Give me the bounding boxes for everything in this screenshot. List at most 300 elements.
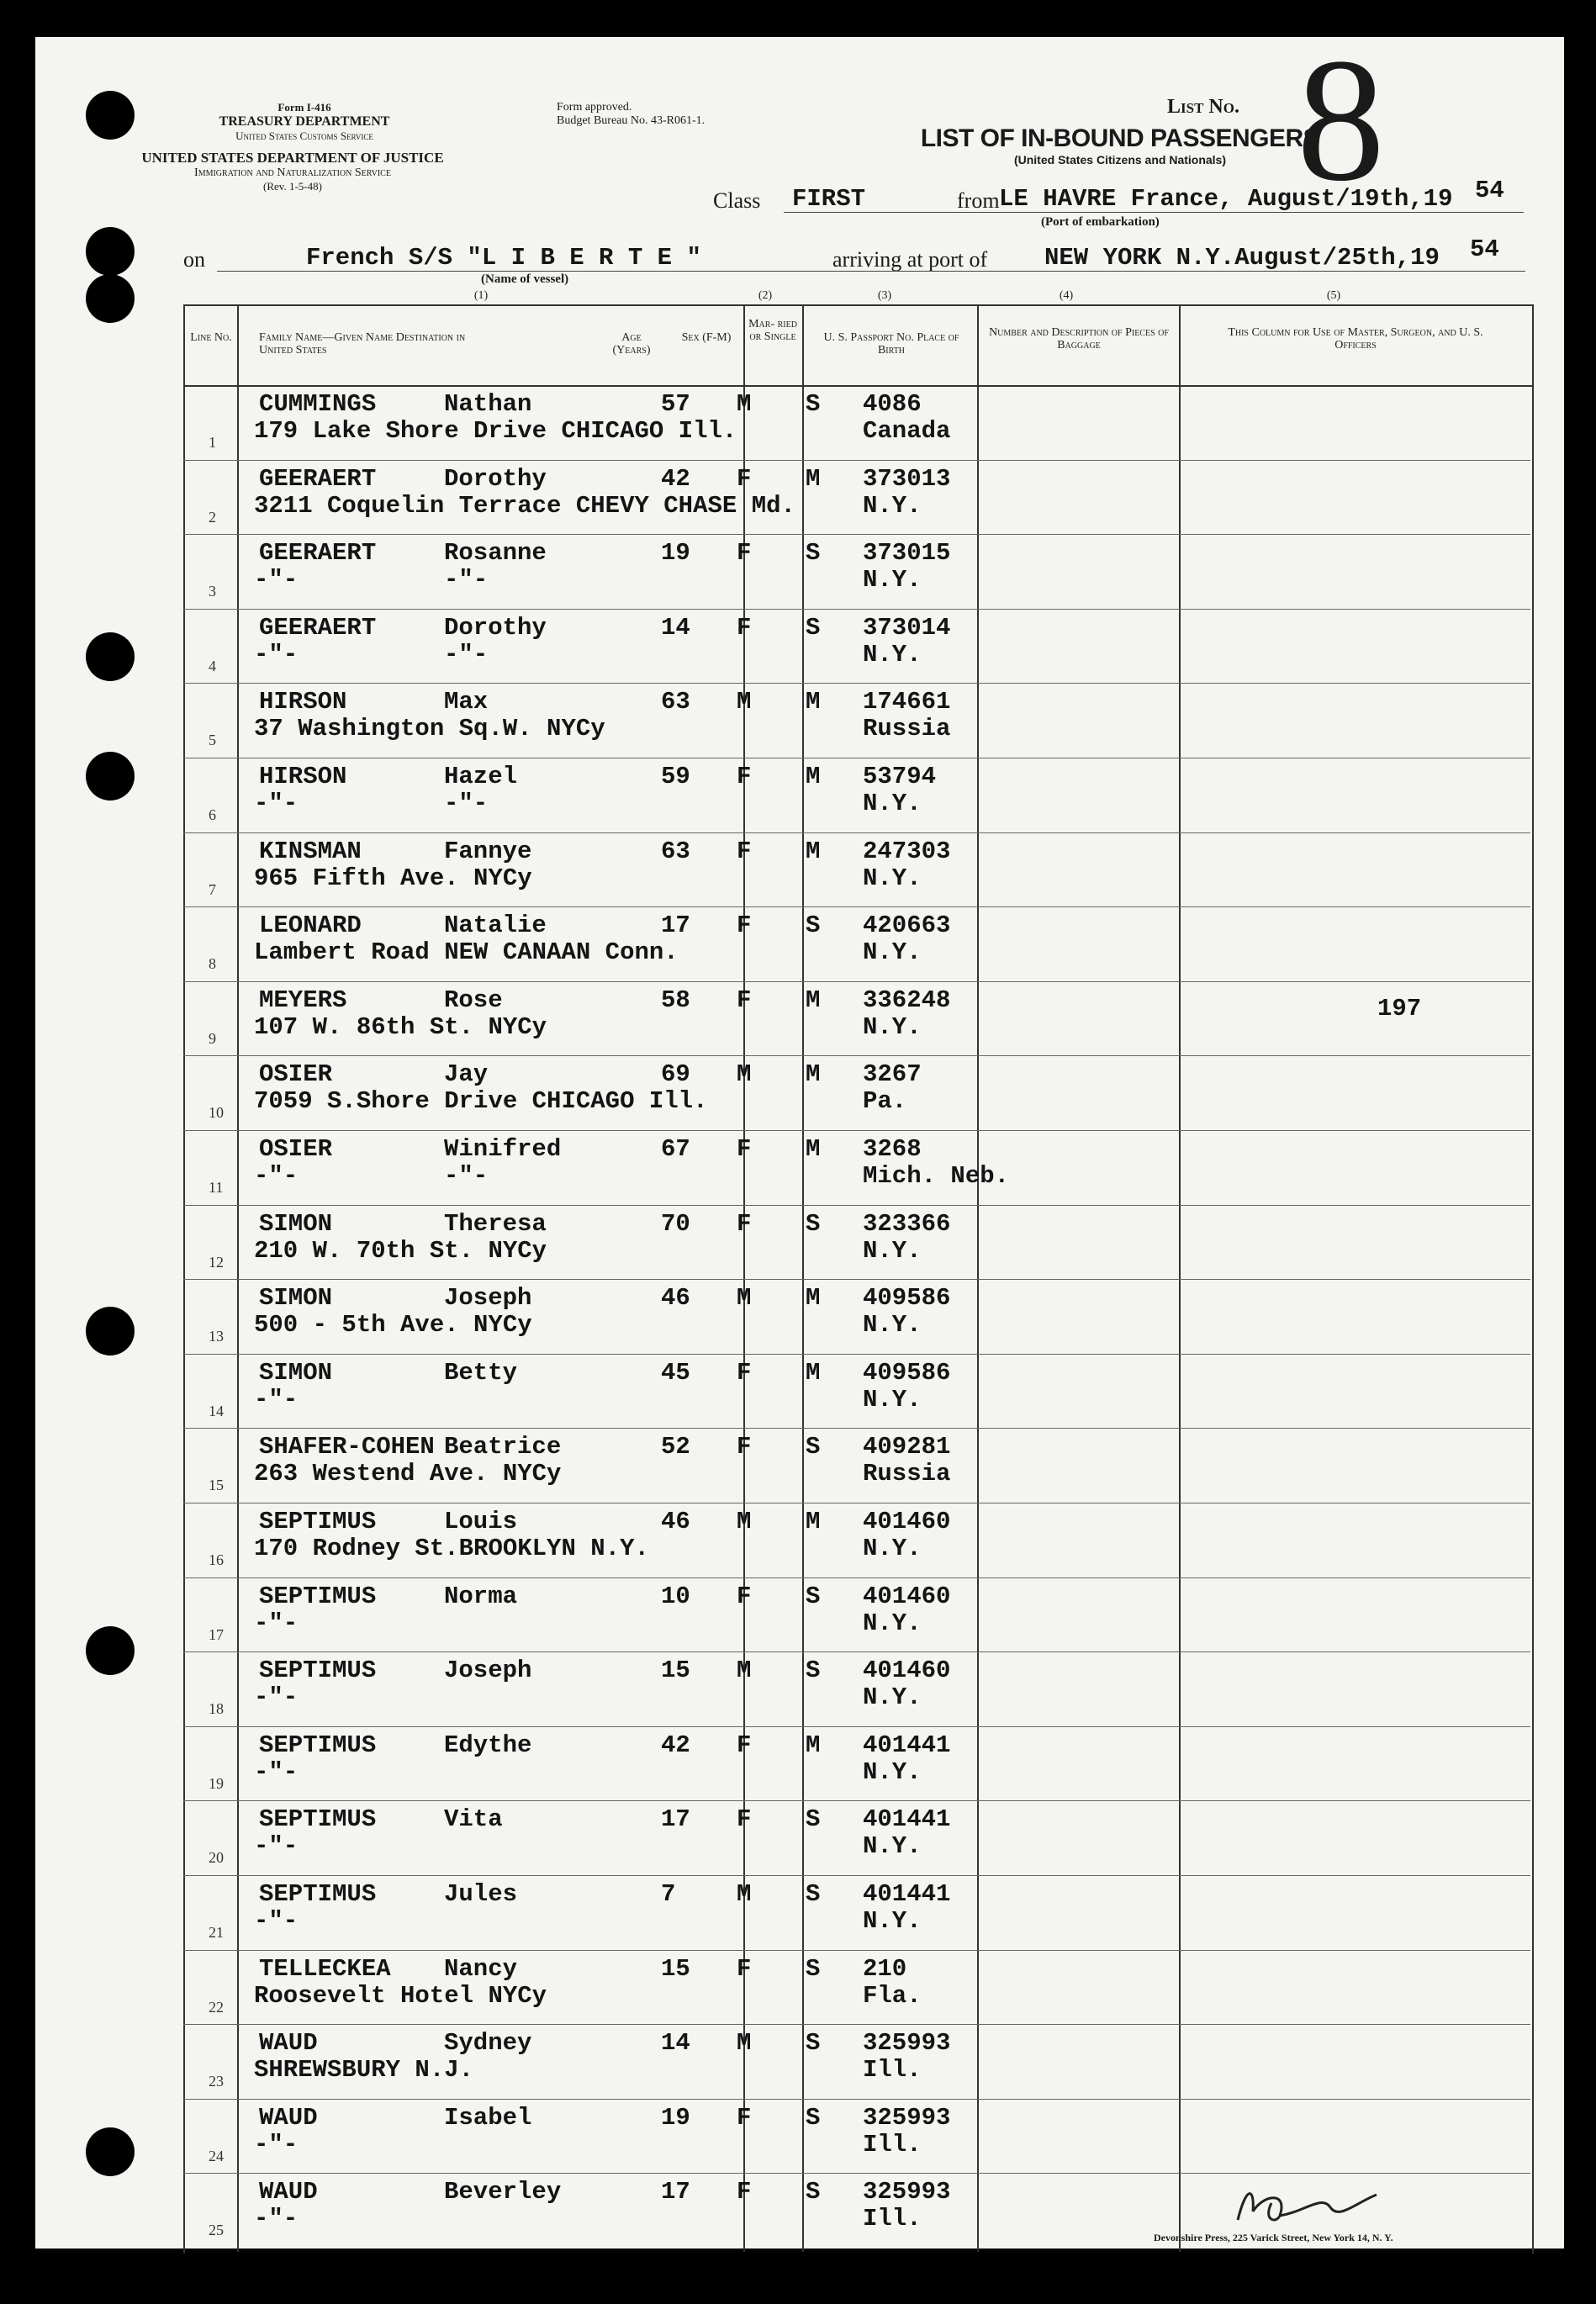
destination: -"- [254,2130,299,2159]
table-row [183,981,1530,1056]
marital-status: M [806,1358,821,1387]
marital-status: M [806,1060,821,1089]
from-label: from [957,188,1000,213]
table-row [183,1279,1530,1354]
family-name: OSIER [259,1060,333,1089]
age: 70 [661,1209,690,1238]
marital-status: M [806,464,821,493]
row-divider [183,1130,1530,1131]
family-name: WAUD [259,2178,318,2206]
line-number: 12 [209,1253,224,1271]
line-number: 14 [209,1402,224,1419]
passport-number: 210 [863,1954,907,1983]
row-divider [183,683,1530,684]
destination: -"- [254,1609,299,1637]
col-passport: U. S. Passport No. Place of Birth [823,331,959,357]
table-row [183,1354,1530,1429]
age: 52 [661,1433,690,1461]
sex: M [737,1657,752,1685]
officer-note: 197 [1377,994,1422,1023]
destination: -"- [254,1385,299,1414]
family-name: SEPTIMUS [259,1805,377,1834]
destination-ditto: -"- [444,566,489,594]
col-name: Family Name—Given Name Destination in United States [259,331,466,357]
destination: 7059 S.Shore Drive CHICAGO Ill. [254,1087,708,1116]
arrival-port: NEW YORK N.Y.August/25th,19 [1044,244,1440,272]
destination-ditto: -"- [444,1162,489,1190]
row-divider [183,1651,1530,1652]
given-name: Jules [444,1880,518,1908]
marital-status: S [806,2103,821,2132]
passport-number: 373015 [863,539,951,568]
given-name: Joseph [444,1657,532,1685]
table-row [183,1428,1530,1503]
line-number: 18 [209,1700,224,1718]
age: 14 [661,2029,690,2058]
line-number: 25 [209,2222,224,2239]
age: 7 [661,1880,676,1908]
birth-place: N.Y. [863,1757,922,1786]
age: 14 [661,613,690,642]
sex: F [737,837,752,865]
marital-status: S [806,390,821,418]
table-row [183,1726,1530,1801]
destination-ditto: -"- [444,640,489,668]
page-title: LIST OF IN-BOUND PASSENGERS [920,124,1320,152]
given-name: Betty [444,1358,518,1387]
birth-place: N.Y. [863,1609,922,1637]
line-number: 2 [209,508,216,526]
sex: M [737,390,752,418]
passport-number: 420663 [863,912,951,940]
col-baggage: Number and Description of Pieces of Baggage [989,326,1169,351]
marital-status: M [806,1508,821,1535]
passport-number: 174661 [863,688,951,716]
destination: -"- [254,790,299,817]
destination: 263 Westend Ave. NYCy [254,1460,562,1488]
destination: -"- [254,2205,299,2233]
table-row [183,832,1530,907]
marital-status: S [806,912,821,940]
list-number-label: List No. [1167,96,1239,118]
passport-number: 401460 [863,1657,951,1685]
birth-place: Mich. Neb. [863,1162,1010,1190]
table-row [183,1950,1530,2025]
customs-service: United States Customs Service [235,129,373,142]
passport-number: 325993 [863,2178,951,2206]
sex: F [737,2178,752,2206]
marital-status: M [806,1731,821,1759]
sex: F [737,1805,752,1834]
sex: F [737,1209,752,1238]
birth-place: N.Y. [863,1012,922,1041]
col-age: Age (Years) [612,331,651,357]
class-label: Class [713,188,761,213]
given-name: Nancy [444,1954,518,1983]
table-row [183,1205,1530,1280]
birth-place: Ill. [863,2130,922,2159]
family-name: CUMMINGS [259,390,377,418]
row-divider [183,832,1530,833]
col-officers: This Column for Use of Master, Surgeon, and U. S. Officers [1228,326,1483,351]
sex: F [737,464,752,493]
line-number: 4 [209,657,216,674]
passport-number: 401460 [863,1508,951,1535]
given-name: Beatrice [444,1433,562,1461]
marital-status: M [806,688,821,716]
row-divider [183,1428,1530,1429]
marital-status: S [806,1954,821,1983]
destination: 965 Fifth Ave. NYCy [254,864,532,892]
sex: F [737,986,752,1014]
sex: M [737,2029,752,2058]
sex: F [737,1433,752,1461]
age: 59 [661,763,690,790]
age: 42 [661,1731,690,1759]
birth-place: Fla. [863,1981,922,2010]
passport-number: 373014 [863,613,951,642]
table-row [183,1055,1530,1130]
family-name: SIMON [259,1358,333,1387]
sex: M [737,1284,752,1313]
birth-place: Canada [863,417,951,445]
line-number: 8 [209,955,216,973]
family-name: SEPTIMUS [259,1657,377,1685]
age: 17 [661,2178,690,2206]
passport-number: 4086 [863,390,922,418]
col-num-4: (4) [1059,289,1074,302]
line-number: 13 [209,1328,224,1345]
given-name: Dorothy [444,613,547,642]
table-row [183,1577,1530,1652]
birth-place: Russia [863,715,951,743]
embarkation-year: 54 [1475,177,1504,204]
row-divider [183,1055,1530,1056]
row-divider [183,1950,1530,1951]
form-header-left [153,101,456,143]
family-name: SIMON [259,1284,333,1313]
birth-place: N.Y. [863,790,922,817]
marital-status: S [806,539,821,568]
given-name: Rose [444,986,503,1014]
given-name: Winifred [444,1135,562,1163]
passport-number: 325993 [863,2029,951,2058]
line-number: 3 [209,583,216,600]
given-name: Nathan [444,390,532,418]
row-divider [183,1800,1530,1801]
destination-ditto: -"- [444,790,489,817]
family-name: SEPTIMUS [259,1880,377,1908]
marital-status: M [806,986,821,1014]
table-row [183,1130,1530,1205]
birth-place: Ill. [863,2205,922,2233]
passport-number: 323366 [863,1209,951,1238]
sex: M [737,1508,752,1535]
sex: F [737,1731,752,1759]
destination: -"- [254,1832,299,1861]
line-number: 7 [209,880,216,898]
marital-status: S [806,1209,821,1238]
line-number: 23 [209,2073,224,2090]
line-number: 6 [209,806,216,823]
family-name: SHAFER-COHEN [259,1433,435,1461]
row-divider [183,1205,1530,1206]
age: 63 [661,837,690,865]
family-name: HIRSON [259,763,347,790]
vessel-underline [217,271,1525,272]
age: 15 [661,1657,690,1685]
embarkation-value: LE HAVRE France, August/19th,19 [999,185,1453,213]
given-name: Beverley [444,2178,562,2206]
given-name: Vita [444,1805,503,1834]
family-name: OSIER [259,1135,333,1163]
age: 69 [661,1060,690,1089]
table-row [183,1875,1530,1950]
age: 46 [661,1508,690,1535]
budget-bureau-text: Budget Bureau No. 43-R061-1. [557,114,706,127]
col-sex: Sex (F-M) [681,331,732,344]
destination: -"- [254,1683,299,1712]
row-divider [183,1354,1530,1355]
family-name: LEONARD [259,912,362,940]
family-name: KINSMAN [259,837,362,865]
sex: F [737,912,752,940]
line-number: 11 [209,1179,224,1196]
table-row [183,2024,1530,2099]
sex: F [737,1954,752,1983]
vessel-caption: (Name of vessel) [481,272,569,286]
punch-hole [86,227,135,276]
family-name: GEERAERT [259,464,377,493]
passport-number: 409586 [863,1284,951,1313]
passport-number: 247303 [863,837,951,865]
marital-status: M [806,1135,821,1163]
line-number: 1 [209,434,216,451]
destination: 500 - 5th Ave. NYCy [254,1311,532,1340]
birth-place: Russia [863,1460,951,1488]
given-name: Fannye [444,837,532,865]
family-name: GEERAERT [259,613,377,642]
passport-number: 401441 [863,1805,951,1834]
birth-place: N.Y. [863,938,922,967]
table-row [183,1651,1530,1726]
age: 63 [661,688,690,716]
treasury-dept: TREASURY DEPARTMENT [219,114,390,129]
form-revision: (Rev. 1-5-48) [263,180,322,193]
given-name: Dorothy [444,464,547,493]
family-name: SEPTIMUS [259,1582,377,1610]
table-row [183,609,1530,684]
passport-number: 409586 [863,1358,951,1387]
passport-number: 325993 [863,2103,951,2132]
sex: F [737,763,752,790]
given-name: Rosanne [444,539,547,568]
vessel-name: French S/S "L I B E R T E " [306,244,701,272]
line-number: 21 [209,1924,224,1941]
form-approved [557,101,705,128]
sex: M [737,1880,752,1908]
destination: 179 Lake Shore Drive CHICAGO Ill. [254,417,737,445]
family-name: HIRSON [259,688,347,716]
family-name: GEERAERT [259,539,377,568]
marital-status: S [806,1880,821,1908]
age: 17 [661,912,690,940]
row-divider [183,906,1530,907]
list-number-value: 8 [1297,23,1385,218]
marital-status: S [806,2178,821,2206]
passport-number: 401441 [863,1731,951,1759]
line-number: 19 [209,1774,224,1792]
line-number: 15 [209,1477,224,1494]
age: 19 [661,2103,690,2132]
form-approved-text: Form approved. [557,101,632,114]
table-row [183,534,1530,609]
line-number: 20 [209,1849,224,1867]
justice-dept: UNITED STATES DEPARTMENT OF JUSTICE [141,150,444,166]
sex: F [737,2103,752,2132]
marital-status: S [806,613,821,642]
sex: F [737,1582,752,1610]
sex: M [737,1060,752,1089]
title-block [893,124,1347,166]
form-number: Form I-416 [277,101,331,114]
table-row [183,1800,1530,1875]
passport-number: 373013 [863,464,951,493]
sex: F [737,1358,752,1387]
age: 42 [661,464,690,493]
birth-place: N.Y. [863,864,922,892]
family-name: WAUD [259,2029,318,2058]
given-name: Norma [444,1582,518,1610]
row-divider [183,609,1530,610]
line-number: 9 [209,1029,216,1047]
given-name: Jay [444,1060,489,1089]
family-name: WAUD [259,2103,318,2132]
arrival-year: 54 [1470,235,1499,263]
marital-status: M [806,837,821,865]
arriving-label: arriving at port of [832,247,988,272]
destination: 3211 Coquelin Terrace CHEVY CHASE Md. [254,491,795,520]
passport-number: 336248 [863,986,951,1014]
destination: -"- [254,1757,299,1786]
destination: -"- [254,640,299,668]
birth-place: N.Y. [863,1832,922,1861]
row-divider [183,1577,1530,1578]
punch-hole [86,1307,135,1355]
row-divider [183,2099,1530,2100]
age: 46 [661,1284,690,1313]
destination: 37 Washington Sq.W. NYCy [254,715,605,743]
destination: 210 W. 70th St. NYCy [254,1236,547,1265]
on-label: on [183,247,205,272]
birth-place: Pa. [863,1087,907,1116]
row-divider [183,1875,1530,1876]
sex: M [737,688,752,716]
table-row [183,906,1530,981]
line-number: 22 [209,1998,224,2016]
col-num-5: (5) [1326,289,1341,302]
row-divider [183,1279,1530,1280]
destination: -"- [254,566,299,594]
col-num-2: (2) [758,289,773,302]
marital-status: M [806,763,821,790]
marital-status: S [806,2029,821,2058]
age: 58 [661,986,690,1014]
sex: F [737,613,752,642]
passport-number: 401441 [863,1880,951,1908]
table-row [183,758,1530,832]
destination: -"- [254,1907,299,1935]
row-divider [183,981,1530,982]
family-name: SIMON [259,1209,333,1238]
family-name: SEPTIMUS [259,1508,377,1535]
row-divider [183,2024,1530,2025]
passport-number: 401460 [863,1582,951,1610]
printer-footer: Devonshire Press, 225 Varick Street, New York 14, N. Y. [1154,2232,1393,2243]
row-divider [183,1726,1530,1727]
given-name: Natalie [444,912,547,940]
marital-status: S [806,1433,821,1461]
passport-number: 3267 [863,1060,922,1089]
age: 19 [661,539,690,568]
age: 15 [661,1954,690,1983]
table-row [183,2099,1530,2174]
port-of-embarkation-caption: (Port of embarkation) [1041,215,1160,229]
given-name: Louis [444,1508,518,1535]
passport-number: 53794 [863,763,937,790]
family-name: SEPTIMUS [259,1731,377,1759]
punch-hole [86,274,135,323]
age: 45 [661,1358,690,1387]
table-row [183,683,1530,758]
destination: Lambert Road NEW CANAAN Conn. [254,938,679,967]
birth-place: N.Y. [863,1385,922,1414]
marital-status: S [806,1582,821,1610]
line-number: 17 [209,1625,224,1643]
line-number: 16 [209,1551,224,1568]
given-name: Isabel [444,2103,532,2132]
destination: 170 Rodney St.BROOKLYN N.Y. [254,1535,649,1562]
passport-number: 3268 [863,1135,922,1163]
given-name: Hazel [444,763,518,790]
row-divider [183,2173,1530,2174]
birth-place: N.Y. [863,566,922,594]
table-row [183,385,1530,460]
destination: Roosevelt Hotel NYCy [254,1981,547,2010]
passenger-list-sheet [35,23,1564,2249]
family-name: TELLECKEA [259,1954,391,1983]
marital-status: S [806,1805,821,1834]
given-name: Theresa [444,1209,547,1238]
destination: -"- [254,1162,299,1190]
table-row [183,1503,1530,1577]
line-number: 24 [209,2147,224,2164]
birth-place: N.Y. [863,1311,922,1340]
marital-status: M [806,1284,821,1313]
given-name: Joseph [444,1284,532,1313]
class-underline [784,212,1524,213]
passport-number: 409281 [863,1433,951,1461]
line-number: 5 [209,732,216,749]
age: 10 [661,1582,690,1610]
punch-hole [86,91,135,140]
col-line-no: Line No. [190,331,232,344]
class-value: FIRST [792,185,866,213]
punch-hole [86,752,135,801]
birth-place: N.Y. [863,1535,922,1562]
given-name: Sydney [444,2029,532,2058]
punch-hole [86,1626,135,1675]
